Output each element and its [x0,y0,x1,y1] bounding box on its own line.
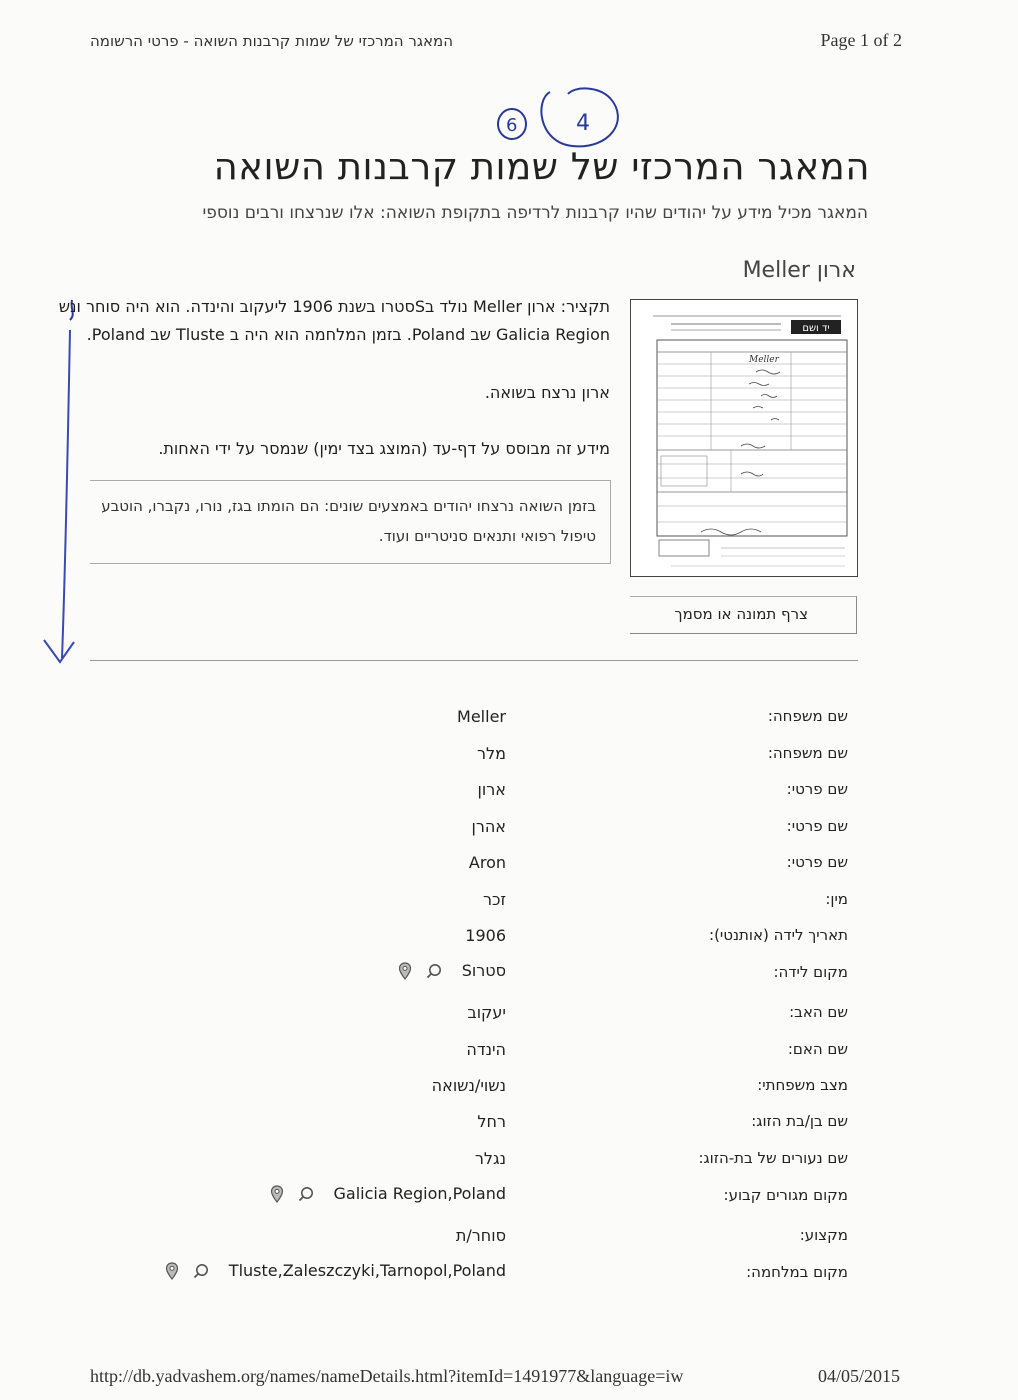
detail-value: נגלר [474,1149,506,1168]
detail-label: שם בן/בת הזוג: [751,1112,848,1130]
detail-label: שם נעורים של בת-הזוג: [698,1149,848,1167]
info-box [90,480,611,564]
detail-value: 1906 [465,926,506,945]
page-title: המאגר המרכזי של שמות קרבנות השואה [213,145,870,188]
detail-value: Sסטרו [461,961,506,980]
detail-label: מקצוע: [799,1226,848,1244]
detail-label: שם האם: [787,1040,848,1058]
source-note: מידע זה מבוסס על דף-עד (המוצג בצד ימין) שנמסר על ידי האחות. [158,439,610,458]
map-pin-icon[interactable] [398,962,412,980]
handwritten-arrow [40,290,90,680]
section-divider [90,660,858,661]
testimony-form-image [631,300,857,576]
detail-label: שם משפחה: [767,744,848,762]
print-header-title: המאגר המרכזי של שמות קרבנות השואה - פרטי הרשומה [90,32,454,50]
detail-label: מקום לידה: [773,963,848,981]
summary-line-2: Galicia Region שב Poland. בזמן המלחמה הוא היה ב Tluste שב Poland. [86,325,610,344]
detail-value: Meller [457,707,506,726]
detail-value: נשוי/נשואה [431,1076,506,1095]
handwritten-second-number: 4 [576,111,590,136]
detail-label: מקום מגורים קבוע: [723,1186,848,1204]
detail-value: רחל [477,1112,506,1131]
detail-label: מצב משפחתי: [757,1076,848,1094]
detail-label: שם פרטי: [786,853,848,871]
search-icon[interactable] [426,963,442,979]
footer-date: 04/05/2015 [817,1366,900,1386]
fate-statement: ארון נרצח בשואה. [484,383,610,402]
detail-value: מלר [477,744,506,763]
detail-value: Aron [468,853,506,872]
thumbnail-logo-text: יד ושם [802,323,830,334]
page-number: Page 1 of 2 [820,30,902,50]
person-name: ארון Meller [742,258,856,283]
handwritten-circled-number: 6 [506,115,518,136]
detail-value: Tluste,Zaleszczyki,Tarnopol,Poland [228,1261,506,1280]
detail-value: אהרן [471,817,506,836]
detail-label: מין: [825,890,848,908]
detail-label: שם האב: [789,1003,848,1021]
detail-value: הינדה [466,1040,506,1059]
detail-label: שם פרטי: [786,817,848,835]
info-box-line-1: בזמן השואה נרצחו יהודים באמצעים שונים: הם הומתו בגז, נורו, נקברו, הוטבע [101,497,596,515]
footer-url: http://db.yadvashem.org/names/nameDetails.html?itemId=1491977&language=iw [90,1366,684,1386]
attach-photo-label: צרף תמונה או מסמך [674,605,808,623]
detail-label: מקום במלחמה: [746,1263,848,1281]
search-icon[interactable] [193,1263,209,1279]
detail-label: תאריך לידה (אותנטי): [709,926,848,944]
detail-value: יעקוב [467,1003,506,1022]
page-subtitle: המאגר מכיל מידע על יהודים שהיו קרבנות לרדיפה בתקופת השואה: אלו שנרצחו ורבים נוספי [202,203,868,223]
testimony-document-thumbnail[interactable] [630,299,858,577]
detail-value: Galicia Region,Poland [333,1184,506,1203]
detail-value: סוחר/ת [455,1226,506,1245]
thumbnail-handwriting: Meller [749,355,779,365]
detail-value-with-tools [270,1184,507,1207]
detail-value-with-tools [165,1261,506,1284]
detail-value-with-tools [398,961,506,984]
map-pin-icon[interactable] [270,1185,284,1203]
detail-value: ארון [477,780,506,799]
info-box-line-2: טיפול רפואי ותנאים סניטריים ועוד. [378,527,596,545]
attach-photo-button[interactable] [630,596,857,634]
search-icon[interactable] [298,1186,314,1202]
summary-line-1: תקציר: ארון Meller נולד בSסטרו בשנת 1906 ליעקוב והינדה. הוא היה סוחר ונש [58,297,610,316]
map-pin-icon[interactable] [165,1262,179,1280]
detail-label: שם משפחה: [767,707,848,725]
detail-label: שם פרטי: [786,780,848,798]
detail-value: זכר [482,890,506,909]
